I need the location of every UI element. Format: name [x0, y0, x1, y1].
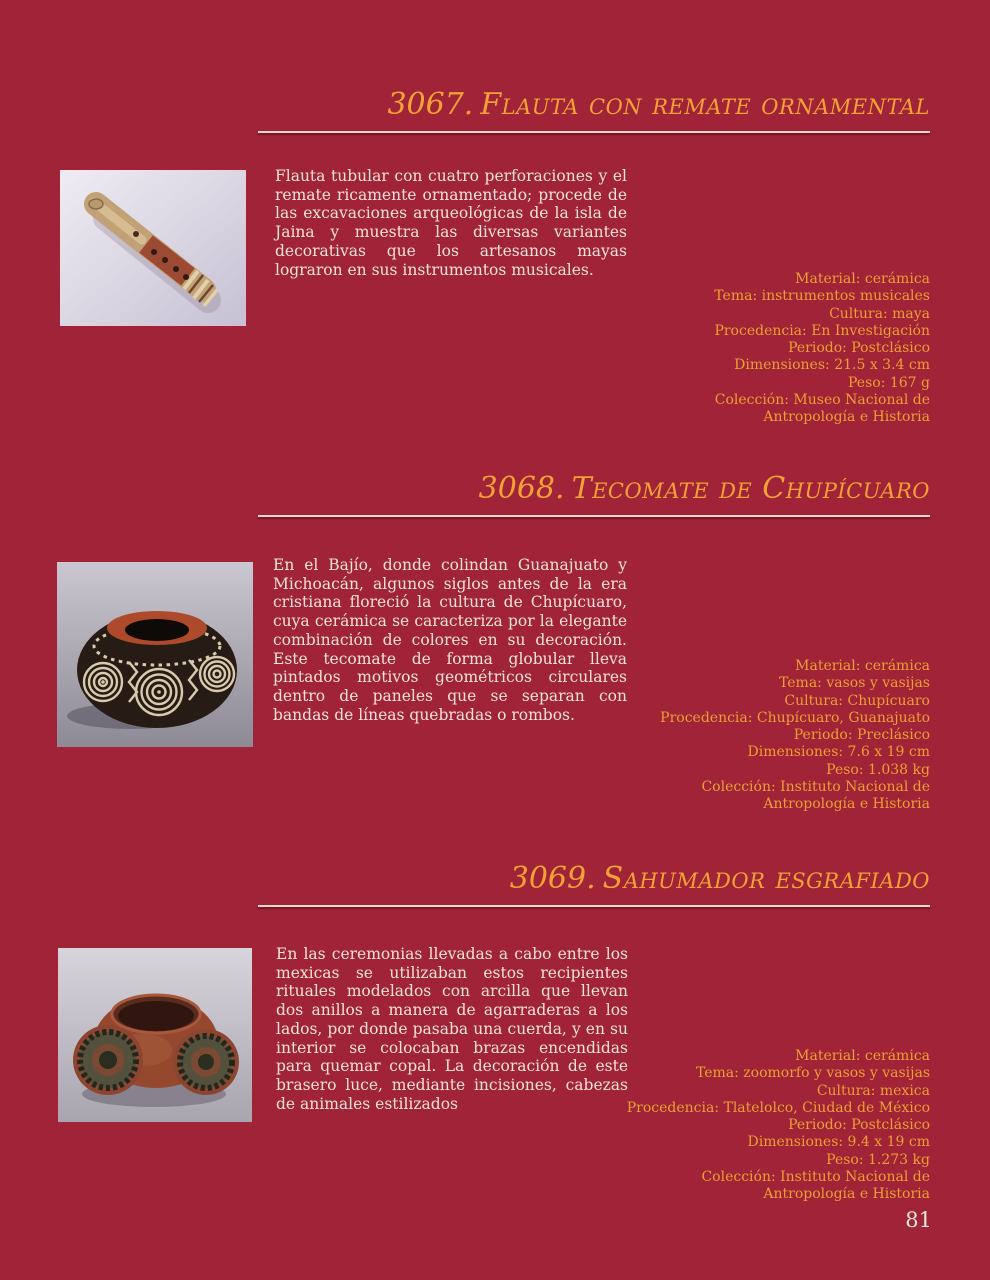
detail-line: Periodo: Postclásico — [788, 1117, 930, 1134]
detail-line: Material: cerámica — [795, 271, 930, 287]
detail-line: Periodo: Postclásico — [788, 340, 930, 357]
detail-line: Cultura: Chupícuaro — [784, 692, 930, 709]
entry-name: Tecomate de Chupícuaro — [571, 471, 930, 506]
detail-line: Colección: Museo Nacional de — [714, 392, 930, 409]
detail-line: Dimensiones: 7.6 x 19 cm — [747, 744, 930, 761]
entry-description: En las ceremonias llevadas a cabo entre los mexicas se utilizaban estos recipientes rituales modelados con arcilla que llevan dos anillos a manera de agarraderas a los lados, por donde pasaba una cuerda, y en su interior se colocaban brazas encendidas para quemar copal. La decoración de este brasero luce, mediante incisiones, cabezas de animales estilizados — [276, 945, 628, 1113]
detail-line: Procedencia: Tlatelolco, Ciudad de México — [626, 1099, 930, 1116]
detail-line: Material: cerámica — [795, 658, 930, 674]
detail-line: Peso: 1.038 kg — [826, 761, 930, 778]
entry-title — [478, 471, 930, 506]
detail-line: Procedencia: Chupícuaro, Guanajuato — [660, 709, 930, 726]
title-underline — [258, 905, 930, 907]
flute-artifact-photo — [60, 170, 246, 326]
title-underline — [258, 515, 930, 517]
detail-line: Cultura: maya — [829, 305, 930, 322]
tecomate-illustration — [57, 562, 253, 747]
entry-title — [509, 861, 930, 896]
lot-number: 3069. — [509, 861, 596, 896]
page-number: 81 — [905, 1208, 932, 1232]
detail-line: Procedencia: En Investigación — [714, 322, 930, 339]
entry-name: Flauta con remate ornamental — [480, 87, 930, 122]
detail-line: Peso: 167 g — [848, 374, 930, 391]
entry-description: En el Bajío, donde colindan Guanajuato y Michoacán, algunos siglos antes de la era cristiana floreció la cultura de Chupícuaro, cuya cerámica se caracteriza por la elegante combinación de colores en su decoración. Este tecomate de forma globular lleva pintados motivos geométricos circulares dentro de paneles que se separan con bandas de líneas quebradas o rombos. — [273, 556, 627, 724]
entry-details — [714, 271, 930, 427]
detail-line: Tema: vasos y vasijas — [779, 675, 930, 692]
sahumador-illustration — [58, 948, 252, 1122]
entry-description: Flauta tubular con cuatro perforaciones y el remate ricamente ornamentado; procede de las excavaciones arqueológicas de la isla de Jaina y muestra las diversas variantes decorativas que los artesanos mayas lograron en sus instrumentos musicales. — [275, 167, 627, 279]
detail-line: Colección: Instituto Nacional de — [701, 779, 930, 796]
detail-line: Peso: 1.273 kg — [826, 1151, 930, 1168]
lot-number: 3068. — [478, 471, 565, 506]
entry-name: Sahumador esgrafiado — [602, 861, 930, 896]
lot-number: 3067. — [387, 87, 474, 122]
detail-line: Antropología e Historia — [763, 409, 930, 426]
title-underline — [258, 131, 930, 133]
detail-line: Tema: instrumentos musicales — [714, 288, 930, 305]
entry-details — [660, 658, 930, 814]
detail-line: Dimensiones: 21.5 x 3.4 cm — [734, 357, 930, 374]
detail-line: Material: cerámica — [795, 1048, 930, 1064]
detail-line: Cultura: mexica — [816, 1082, 930, 1099]
flute-illustration — [60, 170, 246, 326]
sahumador-artifact-photo — [58, 948, 252, 1122]
detail-line: Periodo: Preclásico — [793, 727, 930, 744]
detail-line: Colección: Instituto Nacional de — [701, 1169, 930, 1186]
detail-line: Tema: zoomorfo y vasos y vasijas — [695, 1065, 930, 1082]
entry-details — [627, 1048, 930, 1204]
detail-line: Antropología e Historia — [763, 796, 930, 813]
detail-line: Dimensiones: 9.4 x 19 cm — [747, 1134, 930, 1151]
tecomate-artifact-photo — [57, 562, 253, 747]
entry-title — [387, 87, 930, 122]
detail-line: Antropología e Historia — [763, 1186, 930, 1203]
